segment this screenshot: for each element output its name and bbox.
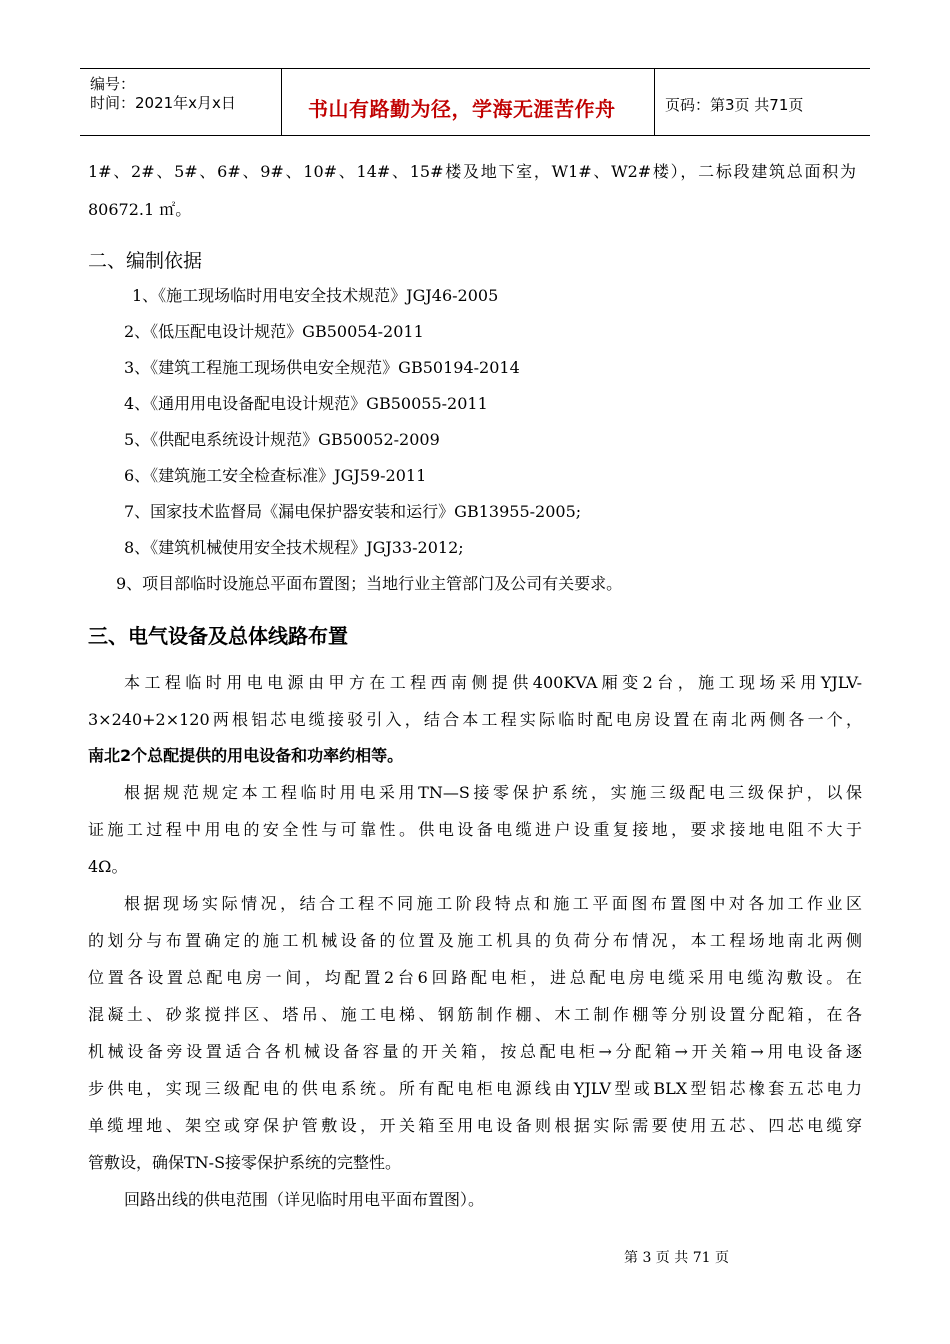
reference-item: 3、《建筑工程施工现场供电安全规范》GB50194-2014 [124,358,520,377]
reference-item: 2、《低压配电设计规范》GB50054-2011 [124,322,424,341]
doc-date-label: 时间：2021年x月x日 [90,94,236,112]
page-header [80,68,870,136]
page-footer: 第 3 页 共 71 页 [624,1250,729,1266]
paragraph-line: 根据规范规定本工程临时用电采用TN—S接零保护系统，实施三级配电三级保护，以保 [124,783,862,802]
intro-line: 80672.1 ㎡。 [88,200,192,219]
paragraph-line: 管敷设，确保TN-S接零保护系统的完整性。 [88,1153,402,1172]
header-page-cell [654,69,870,135]
paragraph-line: 机械设备旁设置适合各机械设备容量的开关箱，按总配电柜→分配箱→开关箱→用电设备逐 [88,1042,862,1061]
reference-item: 8、《建筑机械使用安全技术规程》JGJ33-2012; [124,538,464,557]
paragraph-line: 混凝土、砂浆搅拌区、塔吊、施工电梯、钢筋制作棚、木工制作棚等分别设置分配箱，在各 [88,1005,862,1024]
reference-item: 9、项目部临时设施总平面布置图；当地行业主管部门及公司有关要求。 [116,574,623,593]
paragraph-line: 的划分与布置确定的施工机械设备的位置及施工机具的负荷分布情况，本工程场地南北两侧 [88,931,862,950]
paragraph-line: 回路出线的供电范围（详见临时用电平面布置图）。 [124,1190,485,1209]
paragraph-line: 位置各设置总配电房一间，均配置2台6回路配电柜，进总配电房电缆采用电缆沟敷设。在 [88,968,862,987]
paragraph-line: 4Ω。 [88,857,128,876]
paragraph-line: 根据现场实际情况，结合工程不同施工阶段特点和施工平面图布置图中对各加工作业区 [124,894,862,913]
section-heading: 二、编制依据 [88,250,203,272]
reference-item: 4、《通用用电设备配电设计规范》GB50055-2011 [124,394,488,413]
intro-line: 1#、2#、5#、6#、9#、10#、14#、15#楼及地下室，W1#、W2#楼），二标段建筑总面积为 [88,162,856,181]
header-meta-cell [80,69,282,135]
reference-item: 5、《供配电系统设计规范》GB50052-2009 [124,430,440,449]
section-heading: 三、电气设备及总体线路布置 [88,624,348,648]
doc-code-label: 编号： [90,75,136,93]
paragraph-line: 单缆埋地、架空或穿保护管敷设，开关箱至用电设备则根据实际需要使用五芯、四芯电缆穿 [88,1116,862,1135]
paragraph-line: 证施工过程中用电的安全性与可靠性。供电设备电缆进户设重复接地，要求接地电阻不大于 [88,820,862,839]
paragraph-line: 步供电，实现三级配电的供电系统。所有配电柜电源线由YJLV型或BLX型铝芯橡套五芯电力 [88,1079,862,1098]
header-motto: 书山有路勤为径，学海无涯苦作舟 [308,97,616,121]
paragraph-line-bold: 南北2个总配提供的用电设备和功率约相等。 [88,746,404,765]
reference-item: 1、《施工现场临时用电安全技术规范》JGJ46-2005 [132,286,499,305]
header-page-label: 页码：第3页 共71页 [665,96,804,114]
reference-item: 6、《建筑施工安全检查标准》JGJ59-2011 [124,466,427,485]
paragraph-line: 3×240+2×120两根铝芯电缆接驳引入，结合本工程实际临时配电房设置在南北两侧各一个， [88,710,862,729]
paragraph-line: 本工程临时用电电源由甲方在工程西南侧提供400KVA厢变2台，施工现场采用YJLV- [124,673,862,692]
reference-item: 7、国家技术监督局《漏电保护器安装和运行》GB13955-2005; [124,502,582,521]
